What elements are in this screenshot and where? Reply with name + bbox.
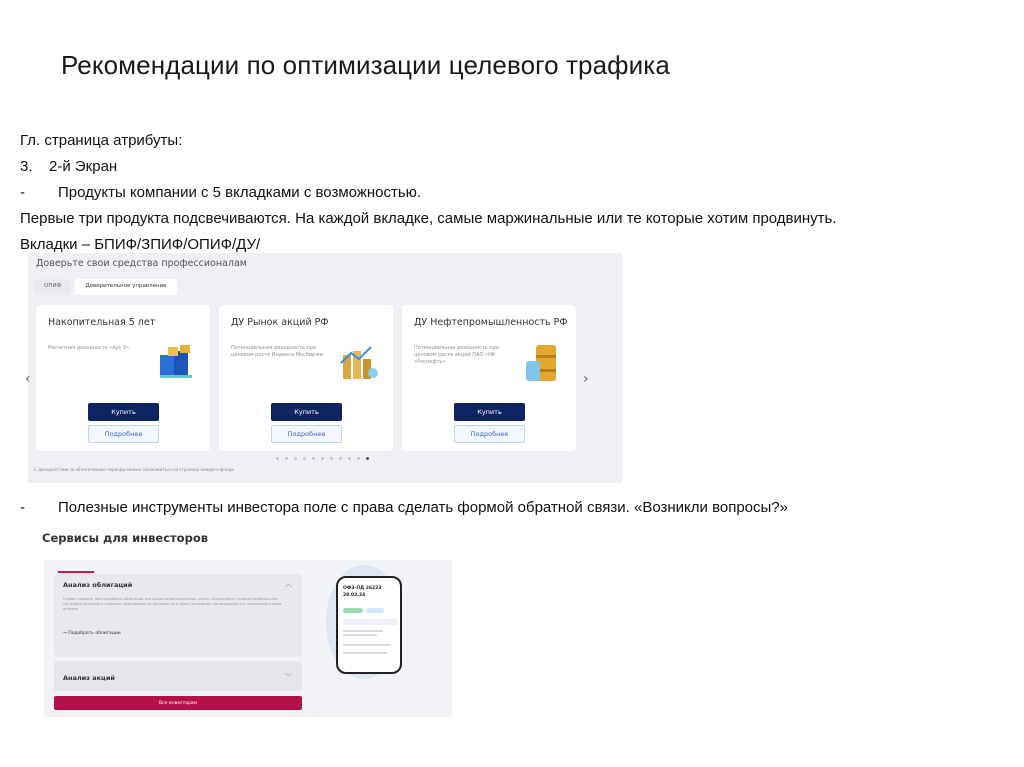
- phone-row: [343, 619, 397, 625]
- body-text: [20, 128, 837, 258]
- details-button[interactable]: Подробнее: [271, 425, 342, 443]
- product-card-desc: Потенциальная доходность при ценовом росте Индекса Мосбиржи: [231, 345, 324, 358]
- bullet-text: Продукты компании с 5 вкладками с возможностью.: [58, 184, 422, 201]
- accordion-stock-analysis[interactable]: [54, 667, 302, 691]
- product-card: [219, 305, 393, 451]
- chevron-right-icon[interactable]: ›: [583, 371, 589, 387]
- accordion-text: Сервис поможет вам подобрать облигации для ваших инвестиционных целей: Используйте готовые подборки или настройте фильтры и сравните подходящие по доходности и сроку погашения, до выходящего к погашению списка активов: [63, 597, 282, 611]
- bullet-item: [20, 498, 788, 518]
- product-card: [402, 305, 576, 451]
- phone-line: [343, 634, 377, 636]
- carousel-dot[interactable]: [276, 457, 279, 460]
- bullet-text: Полезные инструменты инвестора поле с права сделать формой обратной связи. «Возникли вопросы?»: [58, 499, 788, 516]
- body-line: [20, 206, 837, 232]
- chevron-up-icon[interactable]: ︿: [285, 580, 292, 588]
- buy-button[interactable]: Купить: [454, 403, 525, 421]
- products-footnote: С доходностями за облигативные периоды можно ознакомиться на странице каждого фонда: [34, 467, 234, 472]
- coins-chart-image: [337, 343, 379, 385]
- buy-button[interactable]: Купить: [88, 403, 159, 421]
- services-screenshot: [36, 523, 453, 723]
- slide-title: Рекомендации по оптимизации целевого трафика: [61, 50, 670, 80]
- body-line-text: Вкладки – БПИФ/ЗПИФ/ОПИФ/ДУ/: [20, 236, 261, 253]
- product-card-title: Накопительная 5 лет: [48, 317, 156, 328]
- carousel-dot[interactable]: [330, 457, 333, 460]
- bullet-dash: -: [20, 499, 25, 516]
- arrow-right-icon: →: [63, 631, 67, 636]
- phone-bond-name: ОФЗ-ПД 26223: [343, 586, 382, 591]
- item-text: 2-й Экран: [49, 158, 118, 175]
- product-tabs: [34, 279, 177, 295]
- all-investors-button[interactable]: Все инвесторам: [54, 696, 302, 710]
- body-line-text: Первые три продукта подсвечиваются. На каждой вкладке, самые маржинальные или те которые хотим продвинуть.: [20, 210, 837, 227]
- phone-badge: [366, 608, 384, 613]
- tab-trust-management[interactable]: Доверительное управление: [75, 279, 176, 295]
- product-card-desc: Потенциальная доходность при ценовом росте акций ПАО «НК «Роснефть»: [414, 345, 500, 365]
- services-heading: Сервисы для инвесторов: [42, 531, 208, 545]
- buy-button[interactable]: Купить: [271, 403, 342, 421]
- carousel-dot[interactable]: [303, 457, 306, 460]
- accordion-title: Анализ облигаций: [63, 581, 133, 589]
- bullet-item: [20, 180, 837, 206]
- pick-bonds-link[interactable]: [63, 631, 121, 636]
- numbered-item: [20, 154, 837, 180]
- details-button[interactable]: Подробнее: [454, 425, 525, 443]
- accent-underline: [58, 571, 94, 573]
- carousel-dot[interactable]: [285, 457, 288, 460]
- phone-line: [343, 652, 387, 654]
- tab-opif[interactable]: ОПИФ: [34, 279, 71, 295]
- product-card-title: ДУ Нефтепромышленность РФ: [414, 317, 568, 328]
- bullet-dash: -: [20, 184, 25, 201]
- product-card-title: ДУ Рынок акций РФ: [231, 317, 329, 328]
- phone-date: 28.02.24: [343, 593, 366, 598]
- products-heading: Доверьте свои средства профессионалам: [36, 258, 247, 269]
- pick-bonds-label: Подобрать облигации: [68, 631, 121, 636]
- phone-line: [343, 630, 383, 632]
- chevron-down-icon[interactable]: ﹀: [285, 673, 292, 681]
- chevron-left-icon[interactable]: ‹: [25, 371, 31, 387]
- phone-image: [336, 576, 402, 674]
- body-line-text: Гл. страница атрибуты:: [20, 132, 183, 149]
- carousel-dot[interactable]: [294, 457, 297, 460]
- carousel-dot[interactable]: [339, 457, 342, 460]
- phone-badge: [343, 608, 363, 613]
- details-button[interactable]: Подробнее: [88, 425, 159, 443]
- carousel-dot[interactable]: [357, 457, 360, 460]
- body-line: [20, 128, 837, 154]
- product-card: [36, 305, 210, 451]
- phone-line: [343, 644, 391, 646]
- carousel-dot[interactable]: [348, 457, 351, 460]
- item-number: 3.: [20, 158, 33, 175]
- carousel-dots: [276, 457, 369, 460]
- product-card-desc: Расчетная доходность «Ayk 3»: [48, 345, 130, 351]
- carousel-dot[interactable]: [312, 457, 315, 460]
- accordion-title: Анализ акций: [63, 674, 115, 682]
- carousel-dot[interactable]: [321, 457, 324, 460]
- oil-barrel-image: [524, 343, 562, 389]
- carousel-dot-active[interactable]: [366, 457, 369, 460]
- blue-boxes-image: [156, 343, 196, 385]
- accordion-bond-analysis[interactable]: [54, 574, 302, 657]
- products-screenshot: [25, 253, 622, 483]
